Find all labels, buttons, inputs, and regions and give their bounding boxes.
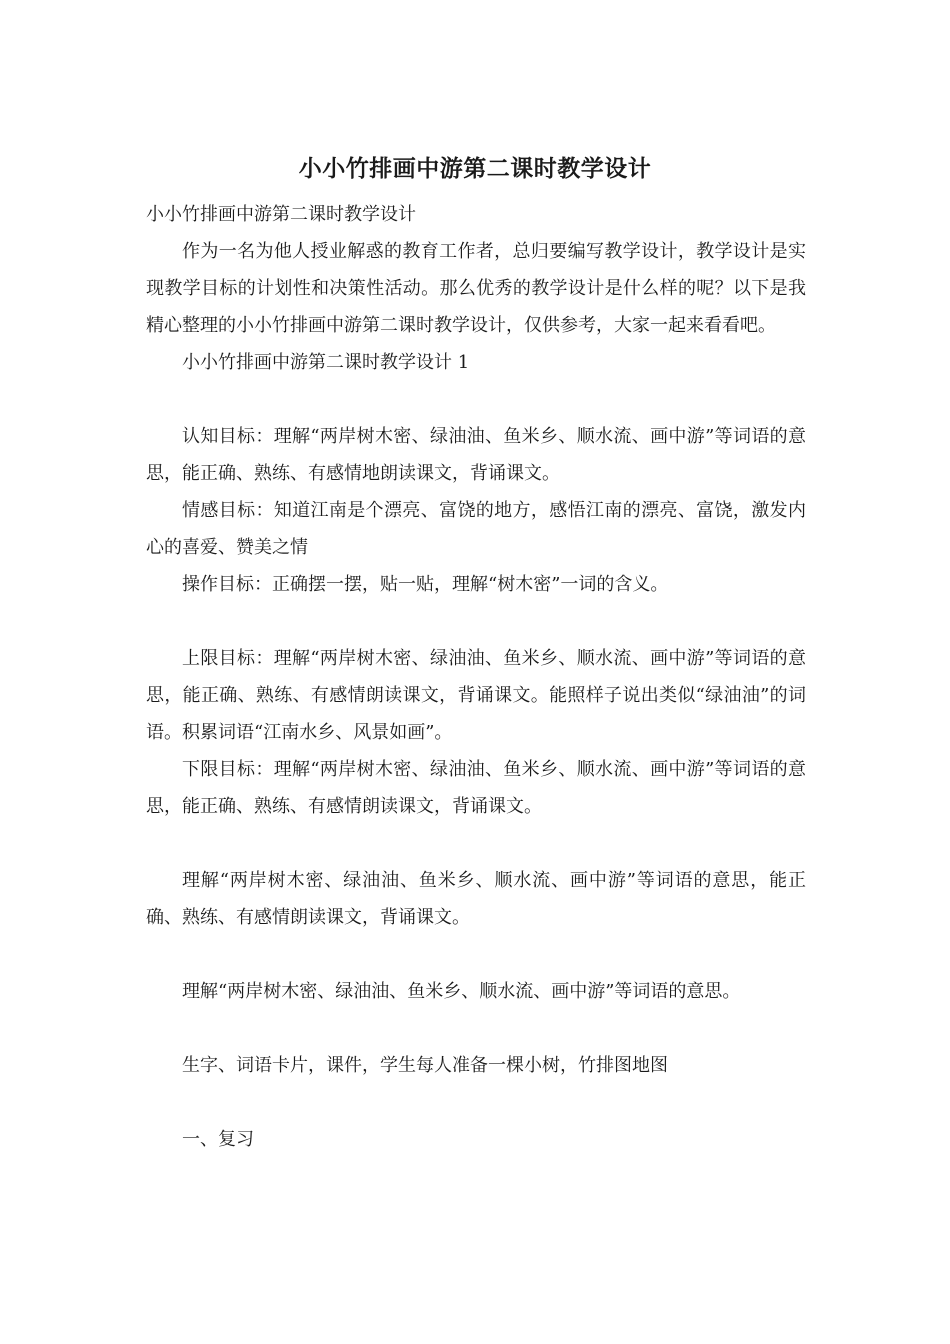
upper-goal-paragraph: 上限目标：理解“两岸树木密、绿油油、鱼米乡、顺水流、画中游”等词语的意思，能正确、熟练、有感情朗读课文，背诵课文。能照样子说出类似“绿油油”的词语。积累词语“江南水乡、风景如画”。 — [146, 648, 806, 743]
review-heading: 一、复习 — [182, 1129, 254, 1150]
preparation-paragraph: 生字、词语卡片，课件，学生每人准备一棵小树，竹排图地图 — [182, 1055, 668, 1076]
emotional-goal-paragraph: 情感目标：知道江南是个漂亮、富饶的地方，感悟江南的漂亮、富饶，激发内心的喜爱、赞美之情 — [146, 500, 806, 558]
cognitive-goal-paragraph: 认知目标：理解“两岸树木密、绿油油、鱼米乡、顺水流、画中游”等词语的意思，能正确、熟练、有感情地朗读课文，背诵课文。 — [146, 426, 806, 484]
document-title: 小小竹排画中游第二课时教学设计 — [298, 155, 652, 182]
subtitle-paragraph: 小小竹排画中游第二课时教学设计 — [146, 204, 416, 225]
lower-goal-paragraph: 下限目标：理解“两岸树木密、绿油油、鱼米乡、顺水流、画中游”等词语的意思，能正确、熟练、有感情朗读课文，背诵课文。 — [146, 759, 806, 817]
key-point-paragraph: 理解“两岸树木密、绿油油、鱼米乡、顺水流、画中游”等词语的意思，能正确、熟练、有感情朗读课文，背诵课文。 — [146, 870, 806, 928]
document-body — [146, 196, 806, 1158]
section-heading: 小小竹排画中游第二课时教学设计 1 — [182, 352, 470, 373]
operation-goal-paragraph: 操作目标：正确摆一摆，贴一贴，理解“树木密”一词的含义。 — [182, 574, 669, 595]
difficulty-paragraph: 理解“两岸树木密、绿油油、鱼米乡、顺水流、画中游”等词语的意思。 — [182, 981, 741, 1002]
intro-paragraph: 作为一名为他人授业解惑的教育工作者，总归要编写教学设计，教学设计是实现教学目标的计划性和决策性活动。那么优秀的教学设计是什么样的呢？以下是我精心整理的小小竹排画中游第二课时教学设计，仅供参考，大家一起来看看吧。 — [146, 241, 806, 336]
